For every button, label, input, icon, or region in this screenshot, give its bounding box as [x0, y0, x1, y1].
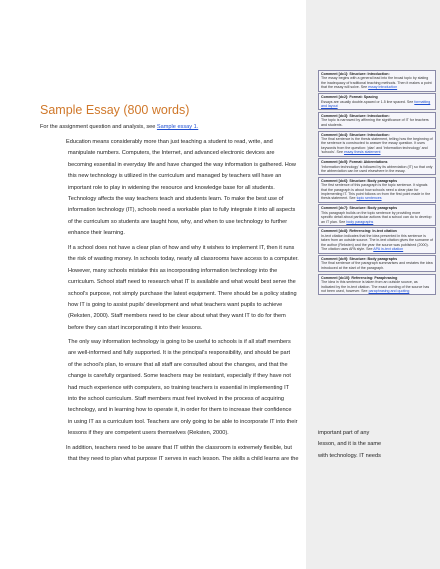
comment-text: The final sentence of the paragraph summarises and restates the idea introduced at the start of the paragraph.	[321, 261, 433, 270]
paragraph-4	[68, 443, 308, 466]
comment-text: Essays are usually double-spaced or 1.5 line spaced. See	[321, 99, 415, 104]
comment-heading: Comment [dc5]: Format: Abbreviations	[321, 160, 388, 165]
text-line: lessons if they are competent users themselves (Reksten, 2000).	[68, 430, 229, 437]
comment-link[interactable]: APA in-text citation	[373, 247, 404, 252]
comment-box[interactable]	[318, 274, 436, 296]
text-line: the risk of wasting money. In schools today, nearly all classrooms have access to a computer.	[68, 256, 299, 263]
text-line: had much experience with computers, so training teachers is essential in implementing IT	[68, 384, 290, 391]
comment-link[interactable]: essay thesis statement	[343, 150, 381, 155]
text-line: that they need to plan what purpose IT serves in each lesson. The skills a child learns are the	[68, 456, 299, 463]
comment-text: The essay begins with a general lead into the broad topic by stating the inadequacy of traditional teaching methods. Then it makes a point that the essay will solve. See	[321, 76, 432, 90]
comment-heading: Comment [dc2]: Format: Spacing	[321, 95, 378, 100]
paragraph-3	[68, 337, 308, 440]
text-line: enhance their learning.	[68, 230, 125, 237]
sample-essay-link[interactable]: Sample essay 1.	[156, 124, 199, 130]
overflow-line: with technology. IT needs	[318, 452, 381, 459]
comment-text: This paragraph builds on the topic sentence by providing more specific detail about particular actions that a school can do to develop an IT plan. See	[321, 210, 432, 224]
comment-heading: Comment [dc1]: Structure: Introduction:	[321, 72, 390, 76]
essay-title: Sample Essay (800 words)	[40, 103, 190, 117]
text-line: If a school does not have a clear plan of how and why it wishes to implement IT, then it runs	[68, 245, 295, 251]
text-line: information technology (IT), schools need a workable plan to fully integrate it into all aspects	[68, 207, 296, 214]
intro-line	[40, 124, 198, 130]
comment-box[interactable]	[318, 255, 436, 272]
comment-heading: Comment [dc8]: Referencing: In-text citation	[321, 229, 397, 234]
text-line: However, many schools mistake this as incorporating information technology into the	[68, 267, 278, 274]
text-line: technology, and in learning how to operate it, in order for them to increase their confidence	[68, 407, 292, 414]
comment-link[interactable]: topic sentences	[356, 196, 382, 201]
comment-box[interactable]	[318, 227, 436, 253]
comment-link[interactable]: paraphrasing and quoting	[368, 288, 410, 293]
text-line: Education means considerably more than just teaching a student to read, write, and	[66, 139, 273, 145]
text-line: into the school curriculum. Staff members must feel involved in the process of acquiring	[68, 395, 284, 402]
comment-text: 'Information technology' is followed by its abbreviation (IT) so that only the abbreviation can be used elsewhere in the essay.	[321, 164, 433, 173]
text-line: school's purpose, not simply purchase the latest equipment. There should be a policy stating	[68, 290, 297, 297]
comment-heading: Comment [dc3]: Structure: Introduction:	[321, 113, 390, 118]
text-line: of the curriculum so students are taught how, why, and when to use technology to further	[68, 218, 288, 225]
comment-box[interactable]	[318, 131, 436, 157]
text-line: before they can start incorporating it into their lessons.	[68, 324, 203, 331]
paragraph-1	[68, 137, 308, 240]
comment-box[interactable]	[318, 204, 436, 226]
text-line: curriculum. School staff need to research what IT is available and what would best serve the	[68, 279, 296, 286]
comment-box[interactable]	[318, 177, 436, 203]
comment-heading: Comment [dc4]: Structure: Introduction:	[321, 132, 390, 137]
text-line: The only way information technology is going to be useful to schools is if all staff members	[68, 339, 291, 345]
comment-text: The topic is narrowed by affirming the significance of IT for teachers and students.	[321, 118, 429, 127]
comment-link[interactable]: essay introduction	[368, 85, 398, 90]
comment-box[interactable]	[318, 93, 436, 110]
comment-list	[318, 70, 436, 297]
comment-text: The first sentence of this paragraph is the topic sentence. It signals that the paragraph is about how schools need a clear plan for implementing IT. This point follows on from the first point made in the thesis statement. See	[321, 183, 431, 201]
comment-box[interactable]	[318, 70, 436, 92]
intro-text: For the assignment question and analysis, see	[40, 124, 157, 130]
text-line: this new technology is utilized in the curriculum and managed by teachers will have an	[68, 173, 282, 180]
comment-heading: Comment [dc6]: Structure: Body paragraphs	[321, 178, 398, 183]
text-line: how IT is going to assist pupils' development and what teachers want pupils to achieve	[68, 301, 283, 308]
comment-heading: Comment [dc9]: Structure: Body paragraphs	[321, 257, 398, 261]
comment-link[interactable]: formatting and layout	[321, 99, 431, 108]
overflow-line: lesson, and it is the same	[318, 441, 382, 448]
comment-text: In-text citation indicates that the idea presented in this sentence is taken from an outside source. The in-text citation gives the surname of the author (Reksten) and the year the source was published (2000). The citation uses APA style. See	[321, 233, 433, 252]
comment-text: The final sentence is the thesis statement, telling how the beginning of the sentence is constructed to answer the essay question. It uses keywords from the question: 'plan' and 'information technology' and 'schools'. See	[321, 136, 433, 155]
comment-text: The idea in this sentence is taken from an outside source, as indicated by the in-text citation. The exact wording of the source has not been used, however. See	[321, 280, 430, 293]
text-line: change is carefully organised. Some teachers may be resistant, especially if they have not	[68, 373, 291, 380]
text-line: manipulate numbers. Computers, the Internet, and advanced electronic devices are	[68, 150, 275, 157]
text-line: of the school's plan, to ensure that all staff are consulted about the changes, and that the	[68, 361, 288, 368]
comment-box[interactable]	[318, 158, 436, 175]
text-line: Technology affects the way teachers teach and students learn. To make the best use of	[68, 195, 284, 202]
text-line: are well-informed and fully supported. It is the principal's responsibility, and should be part	[68, 350, 291, 357]
comment-link[interactable]: body paragraphs	[346, 219, 374, 224]
paragraph-2	[68, 243, 308, 334]
text-line: important role to play in widening the resource and knowledge base for all students.	[68, 184, 275, 191]
comment-box[interactable]	[318, 112, 436, 129]
comment-heading: Comment [dc7]: Structure: Body paragraphs	[321, 206, 398, 211]
text-line: in using IT as a curriculum tool. Teachers are only going to be able to incorporate IT into their	[68, 418, 298, 425]
overflow-text	[312, 428, 436, 462]
text-line: (Reksten, 2000). Staff members need to be clear about what they want IT to do for them	[68, 313, 286, 320]
overflow-line: important part of any	[318, 430, 370, 436]
text-line: In addition, teachers need to be aware that IT within the classroom is extremely flexible, but	[66, 445, 292, 451]
comment-heading: Comment [dc10]: Referencing: Paraphrasing	[321, 275, 398, 280]
text-line: becoming essential in everyday life and have changed the way information is gathered. How	[68, 161, 296, 168]
